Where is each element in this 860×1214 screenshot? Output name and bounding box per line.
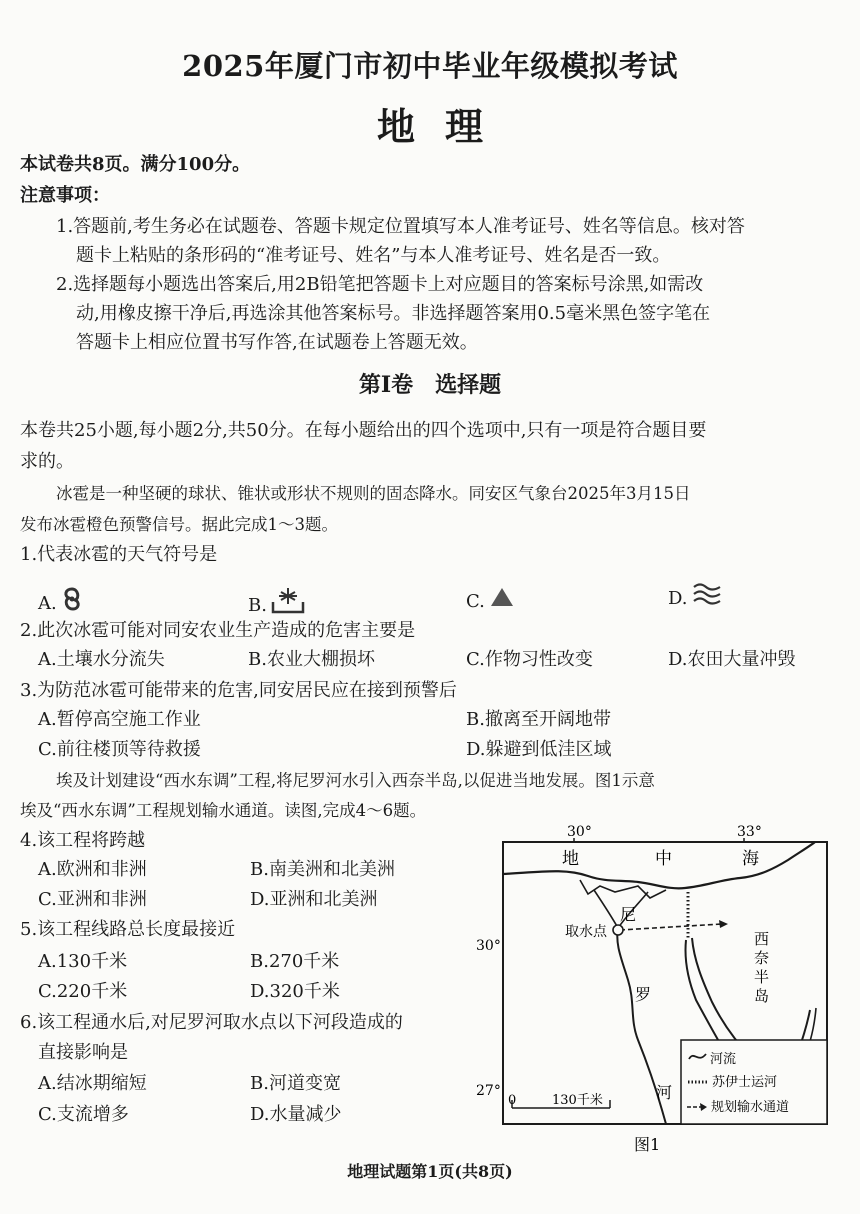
q5-stem: 5.该工程线路总长度最接近: [20, 919, 236, 940]
passage1-line1: 冰雹是一种坚硬的球状、锥状或形状不规则的固态降水。同安区气象台2025年3月15日: [56, 484, 691, 503]
q6-stem-line1: 6.该工程通水后,对尼罗河取水点以下河段造成的: [20, 1012, 403, 1033]
sinai-label-1: 西: [754, 930, 770, 948]
q6-option-d[interactable]: D.水量减少: [250, 1104, 342, 1125]
notice-2-line3: 答题卡上相应位置书写作答,在试题卷上答题无效。: [76, 332, 478, 353]
passage1-line2: 发布冰雹橙色预警信号。据此完成1～3题。: [20, 515, 338, 534]
q2-option-b[interactable]: B.农业大棚损坏: [248, 649, 375, 670]
q3-option-c[interactable]: C.前往楼顶等待救援: [38, 739, 201, 760]
notice-1-line1: 1.答题前,考生务必在试题卷、答题卡规定位置填写本人准考证号、姓名等信息。核对答: [56, 216, 745, 237]
section-desc-line1: 本卷共25小题,每小题2分,共50分。在每小题给出的四个选项中,只有一项是符合题目要: [20, 420, 707, 441]
q1-option-c[interactable]: [466, 586, 515, 618]
section-desc-line2: 求的。: [20, 451, 74, 472]
lon-33-label: 33°: [737, 824, 762, 840]
q3-stem: 3.为防范冰雹可能带来的危害,同安居民应在接到预警后: [20, 680, 457, 701]
legend-river-label: 河流: [710, 1052, 737, 1067]
q1-option-a-label: A.: [38, 593, 57, 614]
lat-27-label: 27°: [476, 1083, 501, 1099]
exam-title: 2025年厦门市初中毕业年级模拟考试: [182, 49, 678, 83]
q5-option-a[interactable]: A.130千米: [38, 951, 128, 972]
q3-option-a[interactable]: A.暂停高空施工作业: [38, 709, 201, 730]
q6-option-b[interactable]: B.河道变宽: [250, 1073, 341, 1094]
q3-option-b[interactable]: B.撤离至开阔地带: [466, 709, 611, 730]
legend-canal-label: 苏伊士运河: [712, 1075, 778, 1090]
q5-option-d[interactable]: D.320千米: [250, 981, 340, 1002]
nile-label-3: 河: [656, 1083, 673, 1102]
q3-option-d[interactable]: D.躲避到低洼区域: [466, 739, 612, 760]
lat-30-label: 30°: [476, 938, 501, 954]
q1-option-c-label: C.: [466, 591, 485, 612]
nile-label-1: 尼: [620, 905, 637, 924]
q6-option-c[interactable]: C.支流增多: [38, 1104, 129, 1125]
nile-label-2: 罗: [635, 985, 652, 1004]
q5-option-b[interactable]: B.270千米: [250, 951, 340, 972]
notice-1-line2: 题卡上粘贴的条形码的“准考证号、姓名”与本人准考证号、姓名是否一致。: [76, 245, 671, 266]
egypt-water-transfer-map: [470, 820, 840, 1165]
hail-triangle-icon: [489, 586, 515, 618]
sinai-label-3: 半: [754, 968, 770, 986]
q2-option-a[interactable]: A.土壤水分流失: [38, 649, 165, 670]
section-title: 第Ⅰ卷 选择题: [358, 372, 502, 398]
lon-30-label: 30°: [567, 824, 592, 840]
sea-label-2: 中: [655, 849, 672, 869]
page-footer: 地理试题第1页(共8页): [347, 1162, 513, 1181]
q4-stem: 4.该工程将跨越: [20, 830, 146, 851]
q2-option-d[interactable]: D.农田大量冲毁: [668, 649, 796, 670]
notice-title: 注意事项：: [20, 185, 110, 206]
q1-option-d[interactable]: [668, 582, 722, 616]
sea-label-1: 地: [562, 849, 579, 869]
q4-option-a[interactable]: A.欧洲和非洲: [38, 859, 147, 880]
sinai-label-4: 岛: [754, 987, 770, 1005]
sinai-label-2: 奈: [754, 949, 770, 967]
passage2-line2: 埃及“西水东调”工程规划输水通道。读图,完成4～6题。: [20, 801, 427, 820]
q2-option-c[interactable]: C.作物习性改变: [466, 649, 593, 670]
sea-label-3: 海: [742, 849, 759, 869]
q1-option-b-label: B.: [248, 595, 267, 616]
figure-caption: 图1: [634, 1135, 661, 1154]
intake-point-marker: [613, 925, 623, 935]
legend-route-label: 规划输水通道: [711, 1100, 790, 1115]
q6-stem-line2: 直接影响是: [38, 1042, 128, 1063]
scale-zero-label: 0: [508, 1093, 517, 1108]
q2-stem: 2.此次冰雹可能对同安农业生产造成的危害主要是: [20, 620, 416, 641]
q6-option-a[interactable]: A.结冰期缩短: [38, 1073, 147, 1094]
notice-2-line1: 2.选择题每小题选出答案后,用2B铅笔把答题卡上对应题目的答案标号涂黑,如需改: [56, 274, 704, 295]
scale-130-label: 130千米: [552, 1093, 603, 1108]
q5-option-c[interactable]: C.220千米: [38, 981, 128, 1002]
q4-option-d[interactable]: D.亚洲和北美洲: [250, 889, 378, 910]
notice-2-line2: 动,用橡皮擦干净后,再选涂其他答案标号。非选择题答案用0.5毫米黑色签字笔在: [76, 303, 711, 324]
q4-option-b[interactable]: B.南美洲和北美洲: [250, 859, 395, 880]
subject-title: 地理: [376, 104, 513, 149]
q1-stem: 1.代表冰雹的天气符号是: [20, 544, 218, 565]
pages-info: 本试卷共8页。满分100分。: [20, 154, 251, 175]
q1-option-d-label: D.: [668, 588, 688, 609]
fog-wave-icon: [692, 582, 722, 616]
intake-label: 取水点: [565, 924, 607, 940]
passage2-line1: 埃及计划建设“西水东调”工程,将尼罗河水引入西奈半岛,以促进当地发展。图1示意: [56, 771, 655, 790]
q4-option-c[interactable]: C.亚洲和非洲: [38, 889, 147, 910]
